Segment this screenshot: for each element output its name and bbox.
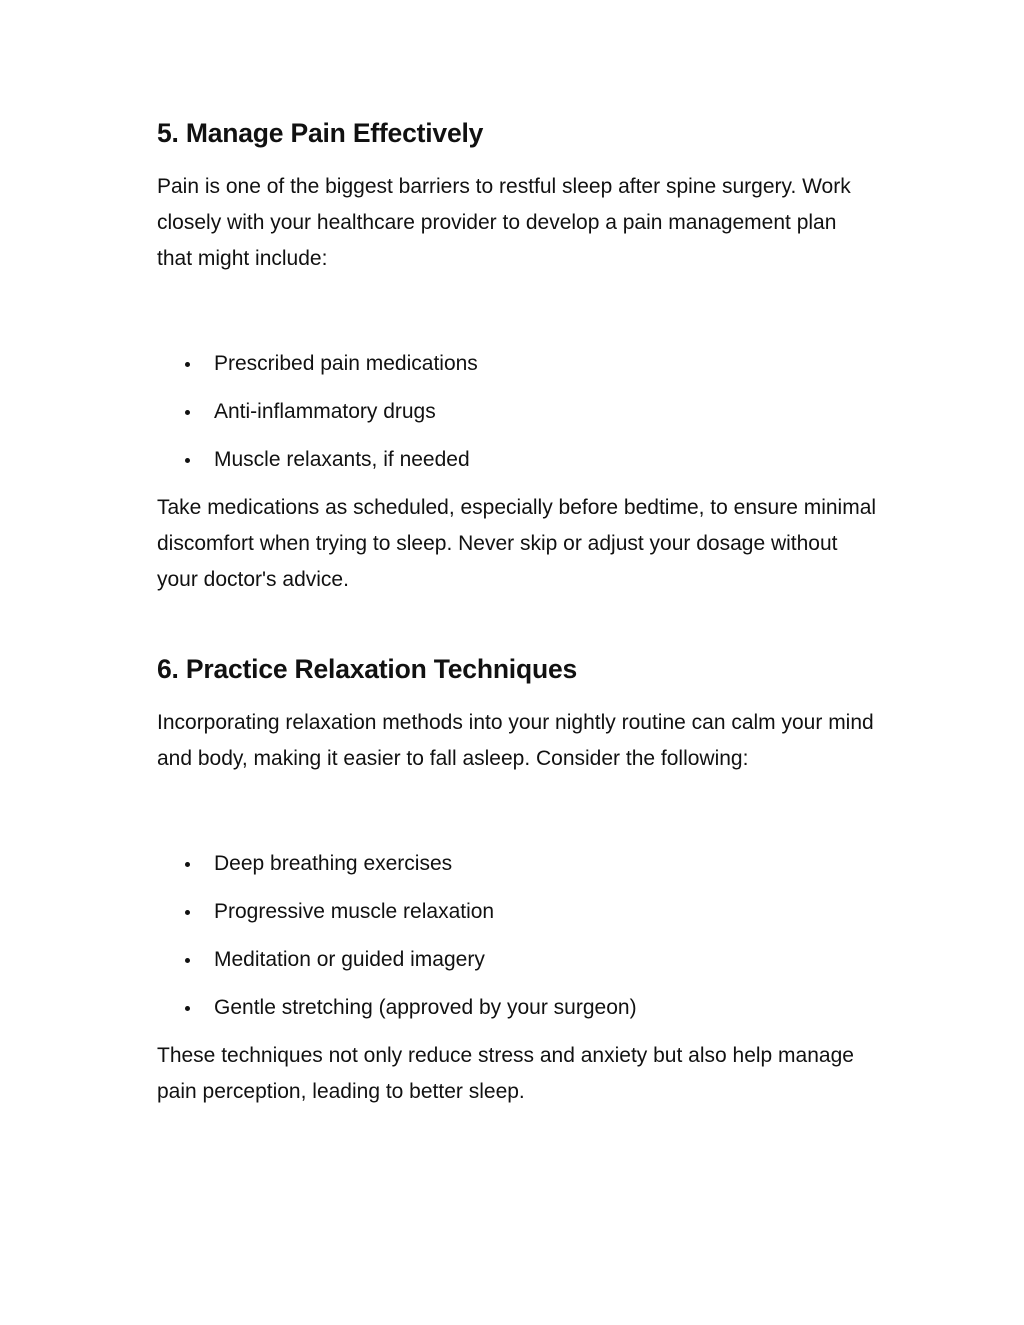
section-outro-paragraph: Take medications as scheduled, especially before bedtime, to ensure minimal discomfort when trying to sleep. Never skip or adjust your dosage without your doctor's advice. bbox=[157, 496, 877, 591]
list-item bbox=[157, 942, 877, 978]
list-item-text: Deep breathing exercises bbox=[214, 852, 453, 875]
list-item-text: Gentle stretching (approved by your surgeon) bbox=[214, 996, 637, 1019]
section-outro-paragraph: These techniques not only reduce stress and anxiety but also help manage pain perception, leading to better sleep. bbox=[157, 1044, 854, 1103]
bullet-dot-icon bbox=[185, 958, 190, 963]
section-intro-paragraph: Incorporating relaxation methods into your nightly routine can calm your mind and body, making it easier to fall asleep. Consider the following: bbox=[157, 711, 874, 770]
bullet-dot-icon bbox=[185, 362, 190, 367]
bullet-list bbox=[157, 846, 877, 1026]
section-manage-pain bbox=[157, 114, 877, 598]
list-item bbox=[157, 346, 877, 382]
bullet-dot-icon bbox=[185, 458, 190, 463]
list-item-text: Prescribed pain medications bbox=[214, 352, 478, 375]
section-relaxation-techniques bbox=[157, 650, 877, 1110]
bullet-dot-icon bbox=[185, 1006, 190, 1011]
list-item-text: Meditation or guided imagery bbox=[214, 948, 485, 971]
bullet-dot-icon bbox=[185, 910, 190, 915]
list-item bbox=[157, 846, 877, 882]
section-heading: 6. Practice Relaxation Techniques bbox=[157, 654, 578, 684]
section-intro-paragraph: Pain is one of the biggest barriers to restful sleep after spine surgery. Work closely with your healthcare provider to develop a pain management plan that might include: bbox=[157, 175, 851, 270]
list-item bbox=[157, 990, 877, 1026]
list-item-text: Muscle relaxants, if needed bbox=[214, 448, 470, 471]
list-item-text: Anti-inflammatory drugs bbox=[214, 400, 436, 423]
list-item bbox=[157, 394, 877, 430]
bullet-dot-icon bbox=[185, 410, 190, 415]
section-heading: 5. Manage Pain Effectively bbox=[157, 118, 484, 148]
bullet-list bbox=[157, 346, 877, 478]
list-item-text: Progressive muscle relaxation bbox=[214, 900, 495, 923]
list-item bbox=[157, 442, 877, 478]
bullet-dot-icon bbox=[185, 862, 190, 867]
list-item bbox=[157, 894, 877, 930]
